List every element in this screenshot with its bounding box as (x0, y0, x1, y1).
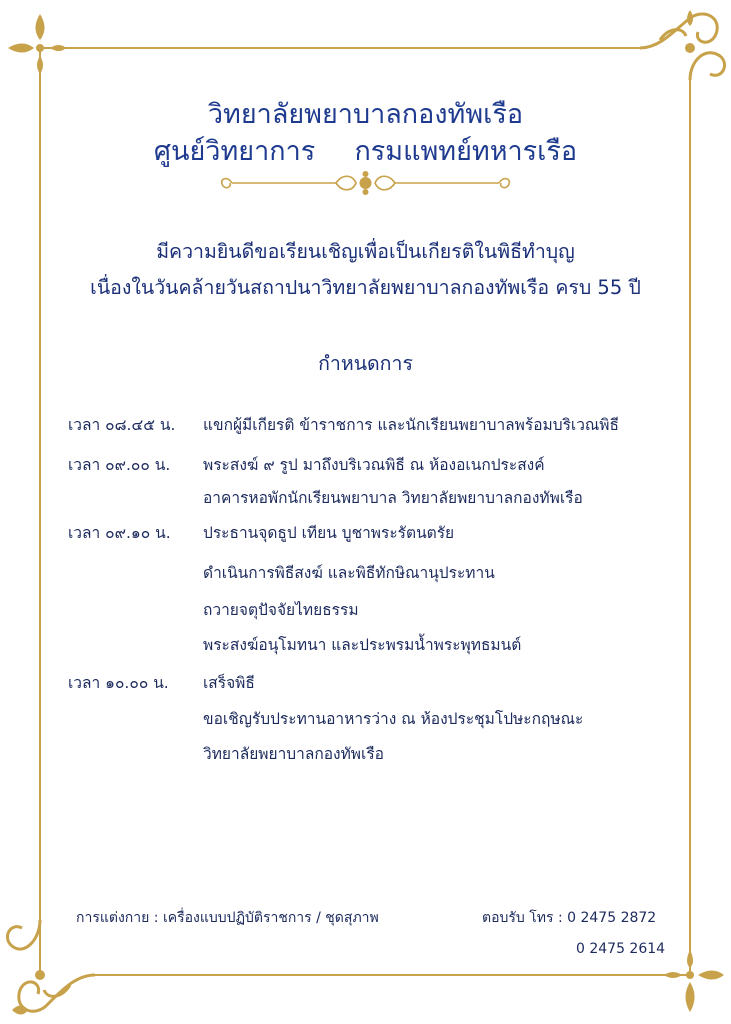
institution-title: วิทยาลัยพยาบาลกองทัพเรือ (207, 99, 524, 130)
rsvp-phone: ตอบรับ โทร : 0 2475 2872 (482, 910, 657, 926)
schedule-time: เวลา ๑๐.๐๐ น. (68, 674, 169, 692)
schedule-title: กำหนดการ (318, 352, 413, 375)
schedule-detail: วิทยาลัยพยาบาลกองทัพเรือ (203, 745, 384, 763)
schedule-detail: เสร็จพิธี (203, 674, 255, 692)
ornamental-divider-icon (218, 168, 513, 198)
invitation-line-1: มีความยินดีขอเรียนเชิญเพื่อเป็นเกียรติในพิธีทำบุญ (156, 240, 575, 263)
schedule-detail: ถวายจตุปัจจัยไทยธรรม (203, 601, 359, 619)
subtitle-right: กรมแพทย์ทหารเรือ (354, 136, 578, 167)
institution-subtitle (0, 129, 731, 172)
schedule-detail: พระสงฆ์ ๙ รูป มาถึงบริเวณพิธี ณ ห้องอเนกประสงค์ (203, 456, 545, 474)
invitation-line-2: เนื่องในวันคล้ายวันสถาปนาวิทยาลัยพยาบาลกองทัพเรือ ครบ 55 ปี (90, 276, 641, 299)
subtitle-left: ศูนย์วิทยาการ (153, 136, 316, 167)
schedule-time: เวลา ๐๘.๔๕ น. (68, 416, 176, 434)
schedule-time: เวลา ๐๙.๑๐ น. (68, 524, 171, 542)
scroll-ornament-icon (640, 14, 725, 80)
rsvp-phone-2: 0 2475 2614 (576, 941, 666, 957)
scroll-ornament-icon (7, 920, 95, 1011)
schedule-detail: พระสงฆ์อนุโมทนา และประพรมน้ำพระพุทธมนต์ (203, 636, 522, 654)
schedule-time: เวลา ๐๙.๐๐ น. (68, 456, 171, 474)
fleur-de-lis-icon (8, 14, 66, 74)
fleur-de-lis-icon (664, 950, 724, 1012)
schedule-detail: ดำเนินการพิธีสงฆ์ และพิธีทักษิณานุประทาน (203, 564, 495, 582)
schedule-detail: แขกผู้มีเกียรติ ข้าราชการ และนักเรียนพยาบาลพร้อมบริเวณพิธี (203, 416, 619, 434)
dress-code: การแต่งกาย : เครื่องแบบปฏิบัติราชการ / ชุดสุภาพ (76, 910, 379, 926)
schedule-detail: อาคารหอพักนักเรียนพยาบาล วิทยาลัยพยาบาลกองทัพเรือ (203, 489, 583, 507)
schedule-detail: ขอเชิญรับประทานอาหารว่าง ณ ห้องประชุมโปษะกฤษณะ (203, 710, 584, 728)
schedule-detail: ประธานจุดธูป เทียน บูชาพระรัตนตรัย (203, 524, 455, 542)
